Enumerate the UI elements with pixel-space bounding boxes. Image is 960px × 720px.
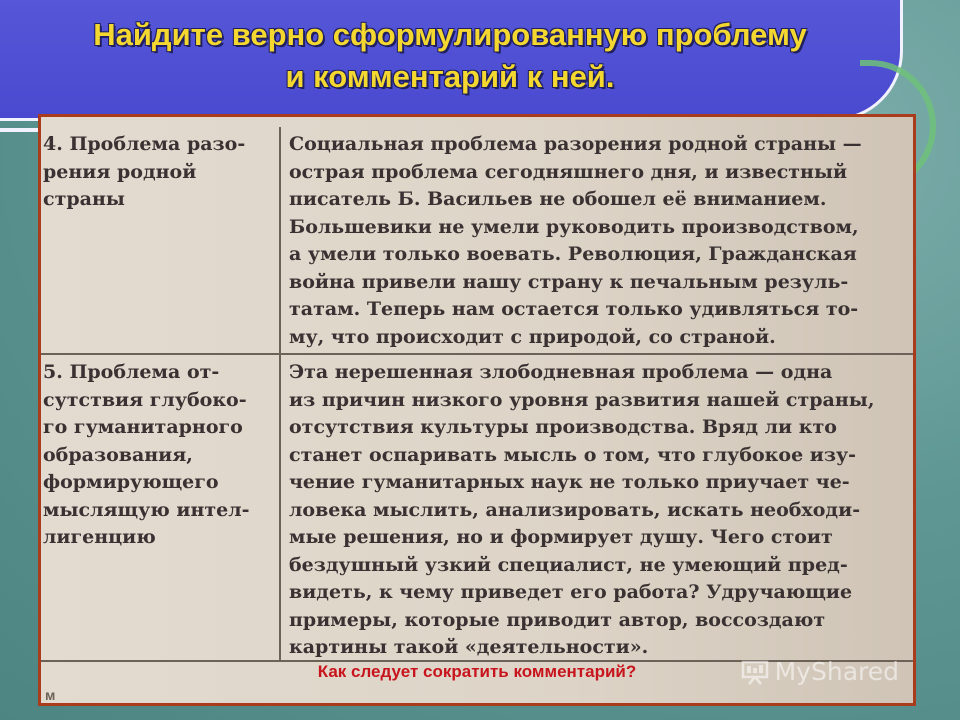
problem-comment-table [41,127,913,662]
scanned-document [38,114,916,706]
problem-cell: 5. Проблема от- сутствия глубоко- го гуманитарного образования, формирующего мыслящую интел- лигенцию [43,361,250,548]
comment-cell: Социальная проблема разорения родной страны — острая проблема сегодняшнего дня, и известный писатель Б. Васильев не обошел её вниманием. Большевики не умели руководить производством, а умели только воевать. Революция, Гражданская война привели нашу страну к печальным резуль- татам. Теперь нам остается только удивляться то- му, что происходит с природой, со страной. [289,133,862,348]
page-mark: м [45,687,56,703]
decorative-line [0,128,40,132]
watermark-text: MyShared [774,657,899,686]
question-text: Как следует сократить комментарий? [317,662,637,681]
title-line-2: и комментарий к ней. [285,59,615,94]
column-divider [279,127,281,353]
comment-cell: Эта нерешенная злободневная проблема — одна из причин низкого уровня развития нашей страны, отсутствия культуры производства. Вряд ли кто станет оспаривать мысль о том, что глубокое изу- чение гуманитарных наук не только приучает че- ловека мыслить, анализировать, искать необходи- мые решения, но и формирует душу. Чего стоит бездушный узкий специалист, не умеющий пред- видеть, к чему приведет его работа? Удручающие примеры, которые приводит автор, воссоздают картины такой «деятельности». [289,361,875,658]
watermark [741,657,899,686]
slide-title [30,14,870,98]
table-row [41,355,913,662]
problem-cell: 4. Проблема разо- рения родной страны [43,133,246,210]
presentation-board-icon [741,659,769,685]
column-divider [279,355,281,660]
table-row [41,127,913,355]
title-line-1: Найдите верно сформулированную проблему [93,17,807,52]
